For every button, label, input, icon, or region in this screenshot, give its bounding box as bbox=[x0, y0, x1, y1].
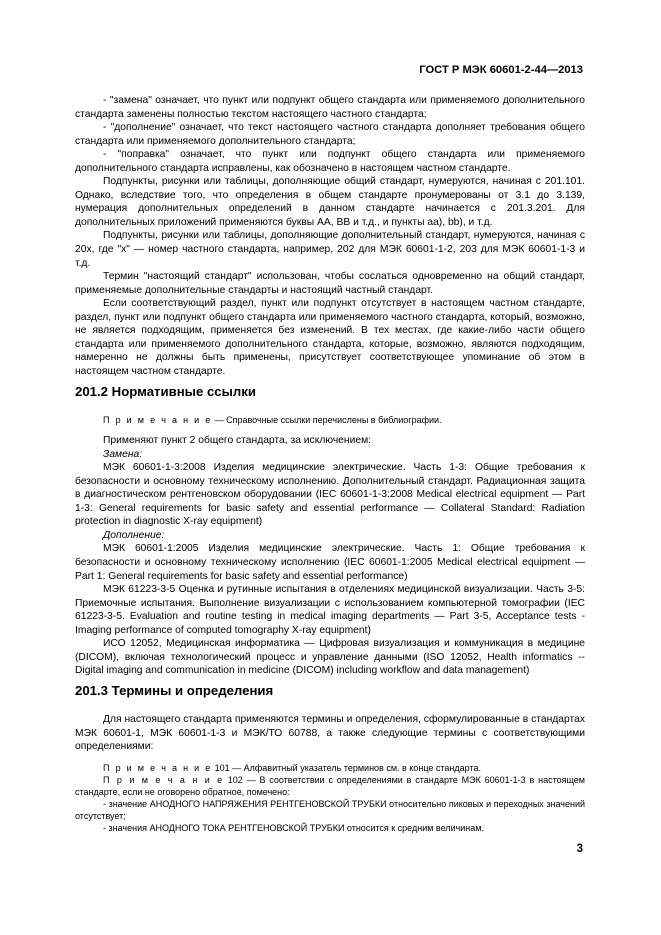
note-text: 101 — Алфавитный указатель терминов см. в конце стандарта. bbox=[212, 762, 481, 773]
paragraph-apply-clause-2: Применяют пункт 2 общего стандарта, за исключением: bbox=[103, 435, 372, 447]
paragraph-amendment-def: - "поправка" означает, что пункт или подпункт общего стандарта или применяемого дополнительного стандарта исправлены, как обозначено в настоящем частном стандарте. bbox=[75, 149, 585, 174]
section-heading-normative-refs: 201.2 Нормативные ссылки bbox=[75, 384, 256, 399]
reference-iso-12052: ИСО 12052, Медицинская информатика — Цифровая визуализация и коммуникация в медицине (DICOM), включая технологический процесс и управление данными (ISO 12052, Health informatics -- Digital imaging and communication in medicine (DICOM) including workflow and data management) bbox=[75, 638, 585, 677]
paragraph-this-standard: Термин "настоящий стандарт" использован, чтобы сослаться одновременно на общий стандарт, применяемые дополнительные стандарты и настоящий частный стандарт. bbox=[75, 271, 585, 296]
note-text: — Справочные ссылки перечислены в библиографии. bbox=[212, 415, 442, 425]
reference-iec-61223-3-5: МЭК 61223-3-5 Оценка и рутинные испытания в отделениях медицинской визуализации. Часть 3-5: Приемочные испытания. Выполнение визуализации с использованием компьютерной томографии (IEC 61223-3-5. Evaluation and routine testing in medical imaging departments — Part 3-5, Acceptance tests - Imaging performance of computed tomography X-ray equipment) bbox=[75, 584, 585, 636]
reference-iec-60601-1-3: МЭК 60601-1-3:2008 Изделия медицинские электрические. Часть 1-3: Общие требования к безопасности и основному техническому исполнению. Дополнительный стандарт. Радиационная защита в диагностическом рентгеновском оборудовании (IEC 60601-1-3:2008 Medical electrical equipment — Part 1-3: General requirements for basic safety and essential performance — Collateral Standard: Radiation protection in diagnostic X-ray equipment) bbox=[75, 462, 585, 528]
document-id-header: ГОСТ Р МЭК 60601-2-44—2013 bbox=[419, 64, 583, 76]
paragraph-terms-intro: Для настоящего стандарта применяются термины и определения, сформулированные в стандартах МЭК 60601-1, МЭК 60601-1-3 и МЭК/ТО 60788, а также следующие термины с соответствующими определениями: bbox=[75, 714, 585, 753]
label-replacement: Замена: bbox=[103, 448, 143, 460]
note-anode-voltage: - значение АНОДНОГО НАПРЯЖЕНИЯ РЕНТГЕНОВСКОЙ ТРУБКИ относительно пиковых и переходных значений отсутствует; bbox=[75, 798, 585, 822]
paragraph-missing-clauses: Если соответствующий раздел, пункт или подпункт отсутствует в настоящем частном стандарте, раздел, пункт или подпункт общего стандарта или применяемого частного стандарта, который, возможно, не является подходящим, применяется без изменений. В тех местах, где какие-либо части общего стандарта или применяемого дополнительного стандарта, которые, возможно, являются подходящим, намеренно не должны быть применены, присутствует соответствующее упоминание об этом в настоящем частном стандарте. bbox=[75, 298, 585, 377]
note-label: П р и м е ч а н и е bbox=[103, 774, 224, 785]
paragraph-addition-def: - "дополнение" означает, что текст настоящего частного стандарта дополняет требования общего стандарта или применяемого дополнительного стандарта; bbox=[75, 122, 585, 147]
note-bibliography bbox=[75, 414, 585, 426]
paragraph-collateral-numbering: Подпункты, рисунки или таблицы, дополняющие дополнительный стандарт, нумеруются, начиная с 20х, где "х" — номер частного стандарта, например, 202 для МЭК 60601-1-2, 203 для МЭК 60601-1-3 и т.д. bbox=[75, 230, 585, 269]
section-heading-terms: 201.3 Термины и определения bbox=[75, 683, 274, 698]
note-101 bbox=[75, 762, 585, 774]
paragraph-numbering: Подпункты, рисунки или таблицы, дополняющие общий стандарт, нумеруются, начиная с 201.101. Однако, вследствие того, что определения в общем стандарте пронумерованы от 3.1 до 3.139, нумерация дополнительных определений в данном стандарте начинается с 201.3.201. Для дополнительных приложений применяются буквы АА, ВВ и т.д., и пункты аа), bb), и т.д. bbox=[75, 176, 585, 228]
label-addition: Дополнение: bbox=[103, 529, 165, 541]
intro-section bbox=[75, 94, 585, 378]
note-text: 102 — В соответствии с определениями в стандарте МЭК 60601-1-3 в настоящем стандарте, если не оговорено обратное, помечено: bbox=[75, 774, 585, 797]
note-anode-current: - значения АНОДНОГО ТОКА РЕНТГЕНОВСКОЙ ТРУБКИ относится к средним величинам. bbox=[103, 823, 484, 834]
normative-refs-section bbox=[75, 414, 585, 678]
reference-iec-60601-1: МЭК 60601-1:2005 Изделия медицинские электрические. Часть 1: Общие требования к безопасности и основному техническому исполнению (IEC 60601-1:2005 Medical electrical equipment — Part 1: General requirements for basic safety and essential performance) bbox=[75, 543, 585, 582]
note-label: П р и м е ч а н и е bbox=[103, 762, 213, 773]
page-number: 3 bbox=[576, 843, 583, 855]
note-label: П р и м е ч а н и е bbox=[103, 415, 213, 425]
note-102 bbox=[75, 774, 585, 798]
terms-section bbox=[75, 713, 585, 834]
paragraph-replace-def: - "замена" означает, что пункт или подпункт общего стандарта или применяемого дополнительного стандарта заменены полностью текстом настоящего частного стандарта; bbox=[75, 95, 585, 120]
